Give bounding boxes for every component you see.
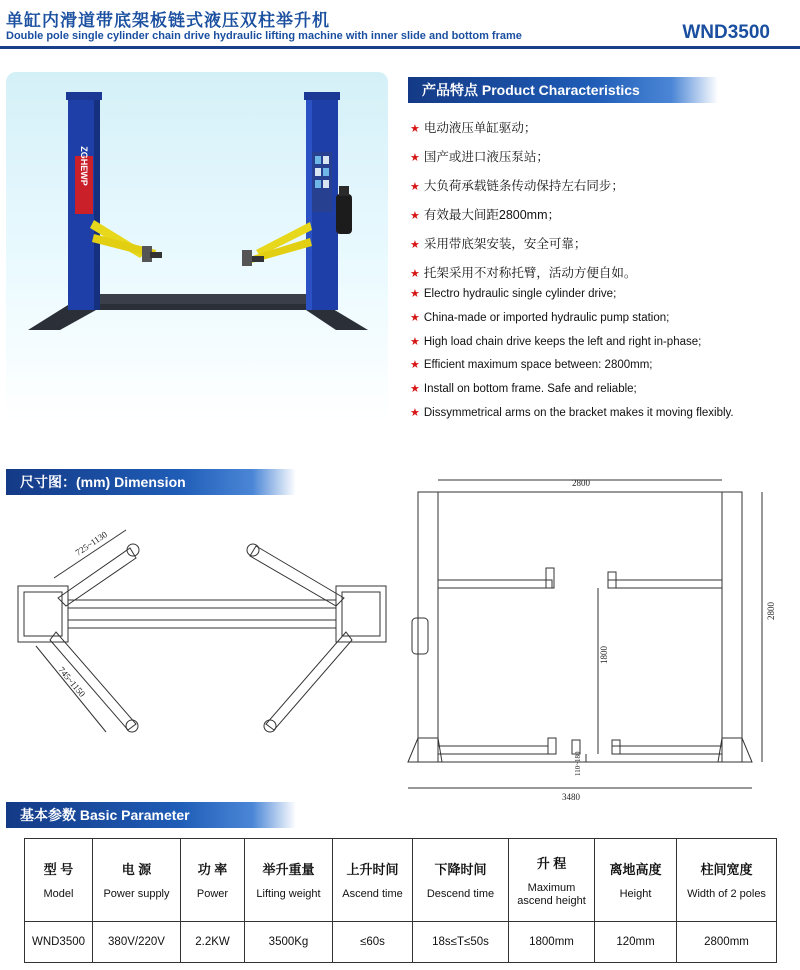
header-zh: 下降时间 (434, 862, 487, 877)
left-post-shade (94, 96, 100, 310)
plan-pad-4 (264, 720, 276, 732)
dim-min-height: 110~180 (574, 751, 582, 776)
star-icon: ★ (410, 123, 420, 135)
feature-en-item (410, 285, 734, 309)
right-post-cap (304, 92, 340, 100)
section-dimension: 尺寸图：(mm) Dimension (6, 469, 296, 495)
plan-right-base-inner (342, 592, 380, 636)
star-icon: ★ (410, 210, 420, 222)
feature-zh-item (410, 234, 636, 263)
feature-en-item (410, 333, 734, 357)
plan-dim-short-arm: 725~1130 (73, 529, 110, 558)
header-zh: 举升重量 (262, 862, 315, 877)
feature-en-item (410, 356, 734, 380)
feature-zh-text: 电动液压单缸驱动； (423, 121, 537, 135)
pump-cap (339, 186, 349, 196)
star-icon: ★ (410, 181, 420, 193)
plan-frame-beam-lower (68, 620, 336, 628)
pump-motor (336, 194, 352, 234)
feature-en-text: Efficient maximum space between: 2800mm; (423, 359, 653, 372)
header-zh: 上升时间 (346, 862, 399, 877)
col-header-lifting-weight (245, 839, 333, 922)
cell-ascend-time: ≤60s (333, 922, 413, 963)
elev-left-pad-up (546, 568, 554, 588)
parameter-table (24, 838, 777, 963)
elev-right-upper-arm (608, 580, 722, 588)
features-en-list (410, 285, 734, 428)
label-sticker-5 (315, 180, 321, 188)
plan-dim-long-arm: 745~1150 (56, 664, 88, 699)
right-arm-pad-2 (252, 256, 264, 262)
elev-right-lower-arm (612, 746, 722, 754)
star-icon: ★ (410, 383, 420, 396)
cell-model: WND3500 (25, 922, 93, 963)
product-photo (6, 72, 388, 422)
col-header-ascend-height (509, 839, 595, 922)
feature-zh-item (410, 176, 636, 205)
col-header-pole-width (677, 839, 777, 922)
col-header-descend-time (413, 839, 509, 922)
col-header-power-supply (93, 839, 181, 922)
feature-en-text: High load chain drive keeps the left and right in-phase; (423, 335, 702, 348)
cell-height: 120mm (595, 922, 677, 963)
star-icon: ★ (410, 288, 420, 300)
header-zh: 升 程 (536, 855, 567, 871)
elev-left-upper-arm (438, 580, 552, 588)
elev-right-foot (718, 738, 752, 762)
feature-zh-item (410, 205, 636, 234)
star-icon: ★ (410, 152, 420, 164)
star-icon: ★ (410, 335, 420, 348)
header-divider (0, 46, 800, 49)
plan-frame-beam-upper (68, 600, 336, 608)
elev-left-lower-arm (438, 746, 548, 754)
header-en: Width of 2 poles (687, 888, 766, 900)
plan-pad-3 (247, 544, 259, 556)
header-zh: 柱间宽度 (700, 862, 753, 877)
table-header-row (25, 839, 777, 922)
header-zh: 电 源 (121, 862, 152, 877)
plan-left-base-inner (24, 592, 62, 636)
label-sticker-3 (315, 168, 321, 176)
dim-lift-height: 1800 (599, 646, 609, 664)
page-title-zh: 单缸内滑道带底架板链式液压双柱举升机 (6, 11, 330, 30)
header-en: Power supply (103, 888, 170, 900)
feature-en-item (410, 309, 734, 333)
cell-descend-time: 18s≤T≤50s (413, 922, 509, 963)
cell-ascend-height: 1800mm (509, 922, 595, 963)
dim-overall-width: 3480 (562, 792, 580, 802)
left-post-cap (66, 92, 102, 100)
star-icon: ★ (410, 268, 420, 280)
feature-zh-item (410, 147, 636, 176)
plan-left-base (18, 586, 68, 642)
cell-lifting-weight: 3500Kg (245, 922, 333, 963)
plan-pad-1 (127, 544, 139, 556)
lift-illustration (6, 72, 388, 422)
header-en: Ascend time (342, 888, 403, 900)
feature-en-text: Install on bottom frame. Safe and reliable; (423, 383, 637, 396)
cell-power-supply: 380V/220V (93, 922, 181, 963)
elevation-drawing (402, 470, 794, 804)
star-icon: ★ (410, 239, 420, 251)
header-zh: 离地高度 (609, 862, 662, 877)
header-en: Power (196, 888, 229, 900)
plan-dim-line-long (36, 646, 106, 732)
header-en: Height (619, 888, 652, 900)
feature-en-item (410, 404, 734, 428)
header-zh: 功 率 (197, 862, 228, 877)
col-header-ascend-time (333, 839, 413, 922)
dim-inner-width: 2800 (572, 478, 590, 488)
col-header-power (181, 839, 245, 922)
column-logo-text: ZGHEWP (79, 146, 89, 186)
plan-view-drawing (6, 528, 396, 750)
star-icon: ★ (410, 311, 420, 324)
page-title-en: Double pole single cylinder chain drive hydraulic lifting machine with inner slide and bottom frame (6, 30, 522, 42)
elev-pump-motor (412, 618, 428, 654)
header-en: Descend time (426, 888, 495, 900)
feature-zh-text: 采用带底架安装，安全可靠； (423, 237, 587, 251)
col-header-height (595, 839, 677, 922)
feature-zh-text: 有效最大间距2800mm； (423, 208, 561, 222)
feature-en-item (410, 380, 734, 404)
label-sticker-6 (323, 180, 329, 188)
feature-zh-text: 大负荷承载链条传动保持左右同步； (423, 179, 624, 193)
section-basic-parameter: 基本参数 Basic Parameter (6, 802, 296, 828)
label-sticker-2 (323, 156, 329, 164)
model-code: WND3500 (682, 22, 770, 43)
right-post-light (306, 96, 312, 310)
plan-right-short-arm (250, 546, 344, 606)
elev-left-foot (408, 738, 442, 762)
left-arm-pad-2 (150, 252, 162, 258)
section-product-characteristics: 产品特点 Product Characteristics (408, 77, 718, 103)
feature-zh-text: 托架采用不对称托臂，活动方便自如。 (423, 266, 637, 280)
feature-en-text: China-made or imported hydraulic pump station; (423, 311, 670, 324)
feature-zh-item (410, 118, 636, 147)
cell-pole-width: 2800mm (677, 922, 777, 963)
label-sticker-1 (315, 156, 321, 164)
plan-right-long-arm (266, 632, 352, 730)
plan-pad-2 (126, 720, 138, 732)
header-en: Maximum ascend height (517, 881, 586, 907)
col-header-model (25, 839, 93, 922)
feature-zh-text: 国产或进口液压泵站； (423, 150, 549, 164)
feature-en-text: Dissymmetrical arms on the bracket makes it moving flexibly. (423, 406, 734, 419)
header-zh: 型 号 (43, 862, 74, 877)
dim-height: 2800 (766, 602, 776, 620)
header-en: Model (43, 888, 74, 900)
star-icon: ★ (410, 406, 420, 419)
elev-right-pad-low (612, 740, 620, 754)
elev-left-pad-low (548, 738, 556, 754)
features-zh-list (410, 118, 636, 292)
header-en: Lifting weight (256, 888, 321, 900)
plan-left-short-arm (58, 548, 136, 606)
feature-en-text: Electro hydraulic single cylinder drive; (423, 288, 617, 300)
table-row (25, 922, 777, 963)
plan-right-base (336, 586, 386, 642)
base-frame-plate (76, 294, 316, 304)
label-sticker-4 (323, 168, 329, 176)
right-arm-pad-1 (242, 250, 252, 266)
star-icon: ★ (410, 359, 420, 372)
cell-power: 2.2KW (181, 922, 245, 963)
elev-right-post (722, 492, 742, 762)
